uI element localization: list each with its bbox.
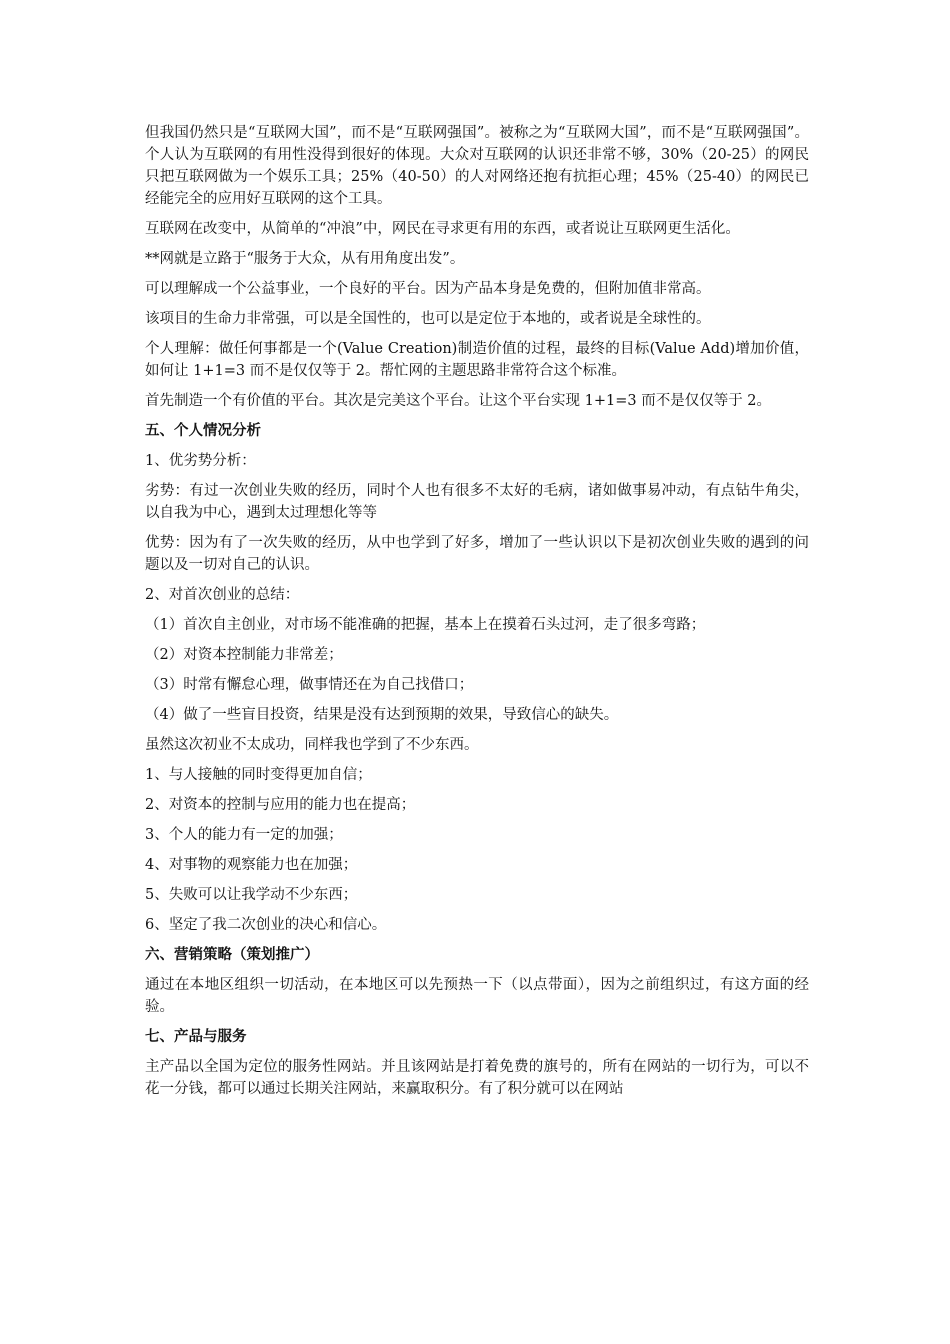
- paragraph: 但我国仍然只是“互联网大国”，而不是“互联网强国”。被称之为“互联网大国”，而不是“互联网强国”。个人认为互联网的有用性没得到很好的体现。大众对互联网的认识还非常不够，30%（20-25）的网民只把互联网做为一个娱乐工具；25%（40-50）的人对网络还抱有抗拒心理；45%（25-40）的网民已经能完全的应用好互联网的这个工具。: [145, 125, 809, 207]
- list-item: 5、失败可以让我学动不少东西；: [145, 887, 358, 903]
- paragraph: 1、优劣势分析：: [145, 453, 256, 469]
- paragraph: 通过在本地区组织一切活动，在本地区可以先预热一下（以点带面），因为之前组织过，有这方面的经验。: [145, 977, 809, 1015]
- list-item: （4）做了一些盲目投资，结果是没有达到预期的效果，导致信心的缺失。: [145, 707, 619, 723]
- paragraph: 虽然这次初业不太成功，同样我也学到了不少东西。: [145, 737, 479, 753]
- list-item: 3、个人的能力有一定的加强；: [145, 827, 343, 843]
- paragraph: 2、对首次创业的总结：: [145, 587, 300, 603]
- paragraph: 可以理解成一个公益事业，一个良好的平台。因为产品本身是免费的，但附加值非常高。: [145, 281, 711, 297]
- list-item: 1、与人接触的同时变得更加自信；: [145, 767, 372, 783]
- list-item: （2）对资本控制能力非常差；: [145, 647, 343, 663]
- paragraph: 首先制造一个有价值的平台。其次是完美这个平台。让这个平台实现 1+1=3 而不是仅仅等于 2。: [145, 393, 772, 409]
- list-item: （3）时常有懈怠心理，做事情还在为自己找借口；: [145, 677, 474, 693]
- paragraph: 互联网在改变中，从简单的“冲浪”中，网民在寻求更有用的东西，或者说让互联网更生活化。: [145, 221, 740, 237]
- paragraph: 个人理解：做任何事都是一个(Value Creation)制造价值的过程，最终的目标(Value Add)增加价值，如何让 1+1=3 而不是仅仅等于 2。帮忙网的主题思路非常符合这个标准。: [145, 341, 809, 379]
- paragraph: 劣势：有过一次创业失败的经历，同时个人也有很多不太好的毛病，诸如做事易冲动，有点钻牛角尖，以自我为中心，遇到太过理想化等等: [145, 483, 809, 521]
- document-page: [145, 122, 809, 1108]
- paragraph: **网就是立路于“服务于大众，从有用角度出发”。: [145, 251, 465, 267]
- section-heading: 七、产品与服务: [145, 1029, 247, 1045]
- list-item: （1）首次自主创业，对市场不能准确的把握，基本上在摸着石头过河，走了很多弯路；: [145, 617, 706, 633]
- paragraph: 该项目的生命力非常强，可以是全国性的，也可以是定位于本地的，或者说是全球性的。: [145, 311, 711, 327]
- paragraph: 主产品以全国为定位的服务性网站。并且该网站是打着免费的旗号的，所有在网站的一切行为，可以不花一分钱，都可以通过长期关注网站，来赢取积分。有了积分就可以在网站: [145, 1059, 809, 1097]
- list-item: 4、对事物的观察能力也在加强；: [145, 857, 358, 873]
- paragraph: 优势：因为有了一次失败的经历，从中也学到了好多，增加了一些认识以下是初次创业失败的遇到的问题以及一切对自己的认识。: [145, 535, 809, 573]
- section-heading: 五、个人情况分析: [145, 423, 261, 439]
- list-item: 2、对资本的控制与应用的能力也在提高；: [145, 797, 416, 813]
- list-item: 6、坚定了我二次创业的决心和信心。: [145, 917, 387, 933]
- section-heading: 六、营销策略（策划推广）: [145, 947, 319, 963]
